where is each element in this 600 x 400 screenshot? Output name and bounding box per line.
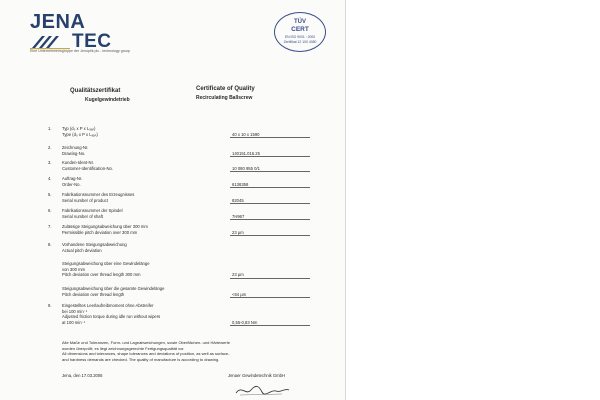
item-label [62,286,164,297]
item-label-line: Zulässige Steigungsabweichung über 300 mm [62,224,148,229]
item-value: 23 µm [232,272,244,278]
signature-icon [232,382,292,398]
item-number: 8. [48,242,52,247]
item-label-line: Fabrikationsnummer der Spindel [62,208,123,213]
item-value: 10 080 955 0/1 [232,165,260,171]
item-label [62,176,82,187]
item-value: <64 µm [232,291,247,297]
title-german: Qualitätszertifikat [70,88,121,94]
item-label [62,145,88,156]
item-label-line: Fabrikationsnummer des Erzeugnisses [62,192,135,197]
item-label-line: Auftrag-Nr. [62,176,83,181]
value-underline [230,156,310,157]
subtitle-german: Kugelgewindetrieb [85,97,130,103]
value-underline [230,278,310,279]
badge-line1: TÜV [294,19,306,25]
item-value: 82045 [232,197,244,203]
value-underline [230,171,310,172]
item-label [62,192,134,203]
footer-note-line: wurden überprüft; es liegt zeichnungsgerechte Fertigungsqualität vor. [62,345,185,351]
item-label-line: Serial number of product [62,197,108,203]
item-label [62,261,150,278]
item-label-line: Adjusted friction torque during idle run without wipers [62,314,161,320]
value-underline [230,137,310,138]
footer-note-line: and hardness demands are checked. The quality of manufacture is according to drawing. [62,356,220,362]
subtitle-english: Recirculating Ballscrew [196,95,253,101]
title-english: Certificate of Quality [196,86,255,92]
footer-note-line: All dimensions and tolerances, shape tolerances and deviations of position, as well as surface- [62,351,230,356]
jenatec-logo [30,12,140,52]
footer-note [62,340,230,362]
item-label-line: Zeichnung-Nr. [62,145,89,150]
logo-slash-mark [30,34,70,50]
item-value: 7H967 [232,213,245,219]
item-label-line: Steigungsabweichung über eine Gewindelänge [62,261,150,266]
value-underline [230,187,310,188]
item-label-line: Drawing-No. [62,150,86,156]
item-number: 5. [48,192,52,197]
item-value: 6136358 [232,181,249,187]
item-value: 0,55-0,83 Nm [232,319,258,325]
item-number: 9. [48,303,52,308]
item-value: 23 µm [232,229,244,235]
item-label-line: bei 100 min⁻¹ [62,308,88,314]
logo-top-text: JENA [30,11,86,33]
item-number: 3. [48,160,52,165]
place-date: Jena, den 17.03.2006 [62,373,103,378]
item-label-line: Order-No. [62,181,81,187]
item-label-line: Pitch deviation over thread length 300 mm [62,272,141,278]
logo-bottom-text: TEC [72,31,112,52]
item-number: 1. [48,126,52,131]
item-number: 7. [48,224,52,229]
item-label [62,160,113,171]
item-label-line: Kunden-Ident-Nr. [62,160,94,165]
item-value: 40 x 10 x 1590 [232,131,260,137]
item-label [62,303,160,325]
item-label-line: Vorhandene Steigungsabweichung [62,242,127,247]
value-underline [230,297,310,298]
item-label-line: Type (d₀ x P x Lₔₐₙ) [62,131,98,137]
value-underline [230,325,310,326]
tuv-cert-badge [274,12,326,52]
item-label-line: Customer-Identification-No. [62,165,113,171]
item-number: 6. [48,208,52,213]
item-label [62,224,148,235]
item-label-line: Eingestelltes Leerlaufreibmoment ohne Abstreifer [62,303,154,308]
item-number: 2. [48,145,52,150]
value-underline [230,203,310,204]
item-label-line: Steigungsabweichung über die gesamte Gewindelänge [62,286,165,291]
item-label-line: Permissible pitch deviation over 300 mm [62,229,138,235]
item-number: 4. [48,176,52,181]
item-label-line: Typ (d₀ x P x Lₔₐₙ) [62,126,96,131]
item-label [62,208,123,219]
item-label-line: von 300 mm [62,266,86,272]
blank-area [345,0,600,400]
value-underline [230,235,310,236]
badge-line4: Zertifikat 12 100 4080 [283,40,317,44]
item-label [62,242,127,253]
value-underline [230,219,310,220]
item-label [62,126,98,137]
badge-line3: EN ISO 9001 : 2000 [284,35,316,39]
badge-line2: CERT [291,26,309,33]
item-value: 140151.016.25 [232,150,260,156]
item-label-line: Serial number of shaft [62,213,103,219]
item-label-line: Pitch deviation over thread length [62,291,125,297]
item-label-line: Actual pitch deviation [62,247,102,253]
footer-note-line: Alle Maße und Toleranzen, Form- und Lageabweichungen, sowie Oberflächen- und Härtewerte [62,340,231,345]
page-edge [345,0,346,400]
tagline: Eine Unternehmensgruppe der Jenoptik plc - technology group [30,49,130,53]
company-name: Jenaer Gewindetechnik GmbH [228,373,286,378]
item-label-line: at 100 min⁻¹ [62,319,86,325]
